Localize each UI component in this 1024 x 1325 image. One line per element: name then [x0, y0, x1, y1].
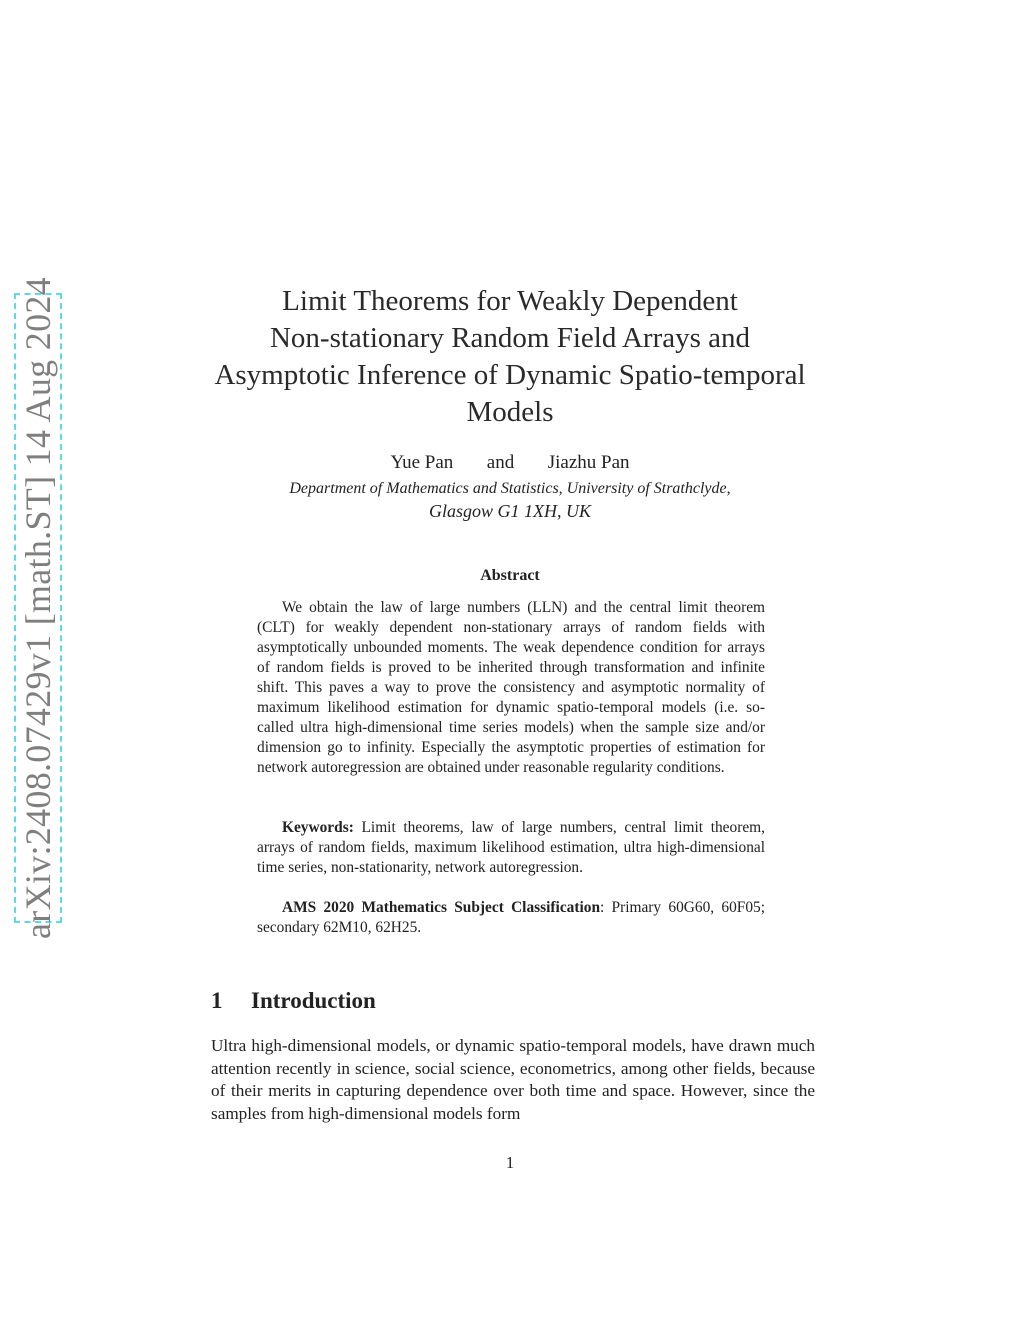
author-name: Yue Pan: [390, 452, 454, 473]
affiliation-line: Department of Mathematics and Statistics, University of Strathclyde,: [289, 480, 731, 497]
title-line: Models: [466, 396, 554, 428]
section-title: Introduction: [251, 988, 376, 1013]
introduction-text: Ultra high-dimensional models, or dynamic spatio-temporal models, have drawn much attention recently in science, social science, econometrics, among other fields, because of their merits in capturing dependence over both time and space. However, since the samples from high-dimensional models form: [211, 1036, 815, 1124]
ams-label: AMS 2020 Mathematics Subject Classification: [282, 899, 600, 916]
section-heading: [211, 988, 376, 1014]
keywords-label: Keywords:: [282, 819, 354, 836]
abstract-text: We obtain the law of large numbers (LLN) and the central limit theorem (CLT) for weakly dependent non-stationary arrays of random fields with asymptotically unbounded moments. The weak dependence condition for arrays of random fields is proved to be inherited through transformation and infinite shift. This paves a way to prove the consistency and asymptotic normality of maximum likelihood estimation for dynamic spatio-temporal models (i.e. so-called ultra high-dimensional time series models) when the sample size and/or dimension go to infinity. Especially the asymptotic properties of estimation for network autoregression are obtained under reasonable regularity conditions.: [257, 599, 765, 776]
title-line: Non-stationary Random Field Arrays and: [269, 322, 751, 354]
abstract-heading: Abstract: [480, 567, 540, 584]
affiliation-line: Glasgow G1 1XH, UK: [428, 501, 591, 521]
ams-text: : Primary 60G60, 60F05; secondary 62M10, 62H25.: [257, 899, 765, 936]
affiliation: [200, 478, 820, 522]
arxiv-stamp: [14, 277, 62, 939]
title-line: Asymptotic Inference of Dynamic Spatio-temporal: [214, 359, 806, 391]
section-number: 1: [211, 988, 223, 1013]
keywords-text: Limit theorems, law of large numbers, central limit theorem, arrays of random fields, maximum likelihood estimation, ultra high-dimensional time series, non-stationarity, network autoregression.: [257, 819, 765, 876]
author-name: Jiazhu Pan: [547, 452, 630, 473]
keywords-paragraph: [257, 818, 765, 878]
arxiv-identifier[interactable]: arXiv:2408.07429v1 [math.ST] 14 Aug 2024: [18, 277, 59, 939]
author-conjunction: and: [486, 452, 515, 473]
ams-classification: [257, 898, 765, 938]
paper-title: [200, 283, 820, 431]
author-list: [200, 451, 820, 475]
title-line: Limit Theorems for Weakly Dependent: [282, 285, 738, 317]
page-number: 1: [505, 1153, 515, 1172]
